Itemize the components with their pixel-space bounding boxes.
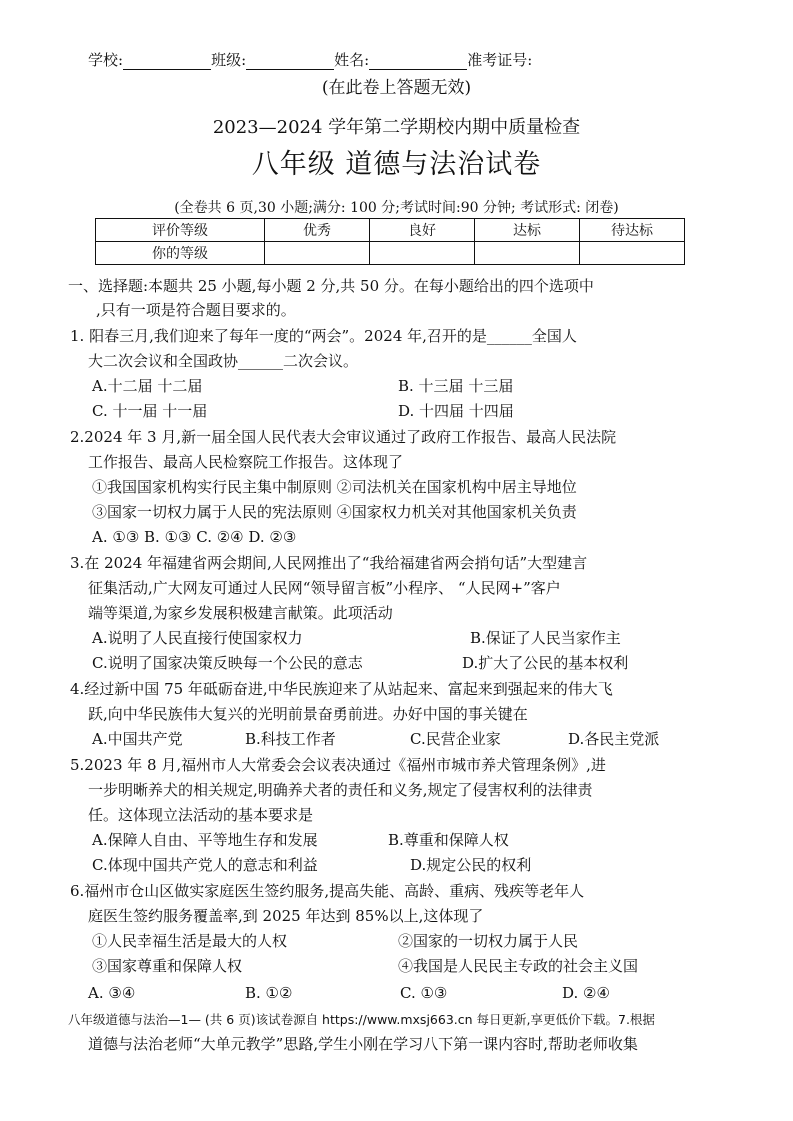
- table-row: [96, 219, 685, 242]
- table-cell[interactable]: [265, 242, 370, 265]
- question-5-cont: 一步明晰养犬的相关规定,明确养犬者的责任和义务,规定了侵害权利的法律责: [88, 781, 593, 799]
- q6-option-c: C. ①③: [400, 984, 448, 1002]
- q3-option-b: B.保证了人民当家作主: [470, 629, 621, 647]
- table-row: [96, 242, 685, 265]
- table-cell: 你的等级: [96, 242, 265, 265]
- q3-option-d: D.扩大了公民的基本权利: [462, 654, 629, 672]
- q6-option-d: D. ②④: [562, 984, 610, 1002]
- table-cell: 达标: [475, 219, 580, 242]
- q5-option-c: C.体现中国共产党人的意志和利益: [92, 856, 318, 874]
- q1-option-b: B. 十三届 十三届: [398, 377, 514, 395]
- question-1-cont: 大二次会议和全国政协______二次会议。: [88, 352, 359, 370]
- q4-option-a: A.中国共产党: [92, 730, 183, 748]
- table-cell: 评价等级: [96, 219, 265, 242]
- student-info-line: [88, 50, 532, 70]
- q2-statement-1: ①我国国家机构实行民主集中制原则 ②司法机关在国家机构中居主导地位: [92, 478, 577, 496]
- q6-option-a: A. ③④: [88, 984, 136, 1002]
- question-6: 6.福州市仓山区做实家庭医生签约服务,提高失能、高龄、重病、残疾等老年人: [70, 882, 585, 900]
- q6-statement-3: ③国家尊重和保障人权: [92, 957, 243, 975]
- table-cell[interactable]: [370, 242, 475, 265]
- question-3-cont: 征集活动,广大网友可通过人民网“领导留言板”小程序、 “人民网+”客户: [88, 579, 561, 597]
- name-label: 姓名:: [334, 51, 370, 69]
- question-3-cont: 端等渠道,为家乡发展积极建言献策。此项活动: [88, 604, 393, 622]
- table-cell: 待达标: [580, 219, 685, 242]
- q5-option-b: B.尊重和保障人权: [388, 831, 509, 849]
- q4-option-c: C.民营企业家: [410, 730, 501, 748]
- paper-title: 八年级 道德与法治试卷: [251, 149, 542, 180]
- school-blank: [123, 55, 211, 70]
- q3-option-c: C.说明了国家决策反映每一个公民的意志: [92, 654, 363, 672]
- question-2: 2.2024 年 3 月,新一届全国人民代表大会审议通过了政府工作报告、最高人民法院: [70, 428, 617, 446]
- question-5: 5.2023 年 8 月,福州市人大常委会会议表决通过《福州市城市养犬管理条例》,进: [70, 756, 606, 774]
- question-1: 1. 阳春三月,我们迎来了每年一度的“两会”。2024 年,召开的是______全国人: [70, 327, 577, 345]
- q4-option-b: B.科技工作者: [245, 730, 336, 748]
- class-label: 班级:: [211, 51, 247, 69]
- grade-table: [95, 218, 685, 265]
- q4-option-d: D.各民主党派: [568, 730, 660, 748]
- school-label: 学校:: [88, 51, 124, 69]
- exam-title: 2023—2024 学年第二学期校内期中质量检查: [212, 117, 581, 138]
- page-footer: 八年级道德与法治—1— (共 6 页)该试卷源自 https://www.mxsj663.cn 每日更新,享更低价下载。7.根据: [68, 1012, 655, 1027]
- exam-no-label: 准考证号:: [467, 51, 533, 69]
- question-2-cont: 工作报告、最高人民检察院工作报告。这体现了: [88, 453, 404, 471]
- question-6-cont: 庭医生签约服务覆盖率,到 2025 年达到 85%以上,这体现了: [88, 907, 484, 925]
- question-3: 3.在 2024 年福建省两会期间,人民网推出了“我给福建省两会捎句话”大型建言: [70, 554, 588, 572]
- class-blank: [246, 55, 334, 70]
- table-cell: 良好: [370, 219, 475, 242]
- q6-option-b: B. ①②: [245, 984, 293, 1002]
- section-heading: 一、选择题:本题共 25 小题,每小题 2 分,共 50 分。在每小题给出的四个选项中: [68, 277, 594, 295]
- q1-option-a: A.十二届 十二届: [92, 377, 203, 395]
- q6-statement-1: ①人民幸福生活是最大的人权: [92, 932, 288, 950]
- q3-option-a: A.说明了人民直接行使国家权力: [92, 629, 303, 647]
- table-cell[interactable]: [580, 242, 685, 265]
- notice: (在此卷上答题无效): [321, 78, 472, 98]
- question-4: 4.经过新中国 75 年砥砺奋进,中华民族迎来了从站起来、富起来到强起来的伟大飞: [70, 680, 613, 698]
- q2-options: A. ①③ B. ①③ C. ②④ D. ②③: [92, 528, 297, 546]
- q1-option-d: D. 十四届 十四届: [398, 402, 514, 420]
- exam-meta: (全卷共 6 页,30 小题;满分: 100 分;考试时间:90 分钟; 考试形式: 闭卷): [174, 200, 619, 216]
- q5-option-a: A.保障人自由、平等地生存和发展: [92, 831, 318, 849]
- next-question-text: 道德与法治老师“大单元教学”思路,学生小刚在学习八下第一课内容时,帮助老师收集: [88, 1035, 638, 1053]
- q1-option-c: C. 十一届 十一届: [92, 402, 208, 420]
- table-cell[interactable]: [475, 242, 580, 265]
- question-5-cont: 任。这体现立法活动的基本要求是: [88, 806, 314, 824]
- section-heading-cont: ,只有一项是符合题目要求的。: [96, 301, 296, 319]
- name-blank: [369, 55, 467, 70]
- q2-statement-2: ③国家一切权力属于人民的宪法原则 ④国家权力机关对其他国家机关负责: [92, 503, 577, 521]
- question-4-cont: 跃,向中华民族伟大复兴的光明前景奋勇前进。办好中国的事关键在: [88, 705, 528, 723]
- q5-option-d: D.规定公民的权利: [410, 856, 532, 874]
- q6-statement-2: ②国家的一切权力属于人民: [398, 932, 579, 950]
- q6-statement-4: ④我国是人民民主专政的社会主义国: [398, 957, 639, 975]
- table-cell: 优秀: [265, 219, 370, 242]
